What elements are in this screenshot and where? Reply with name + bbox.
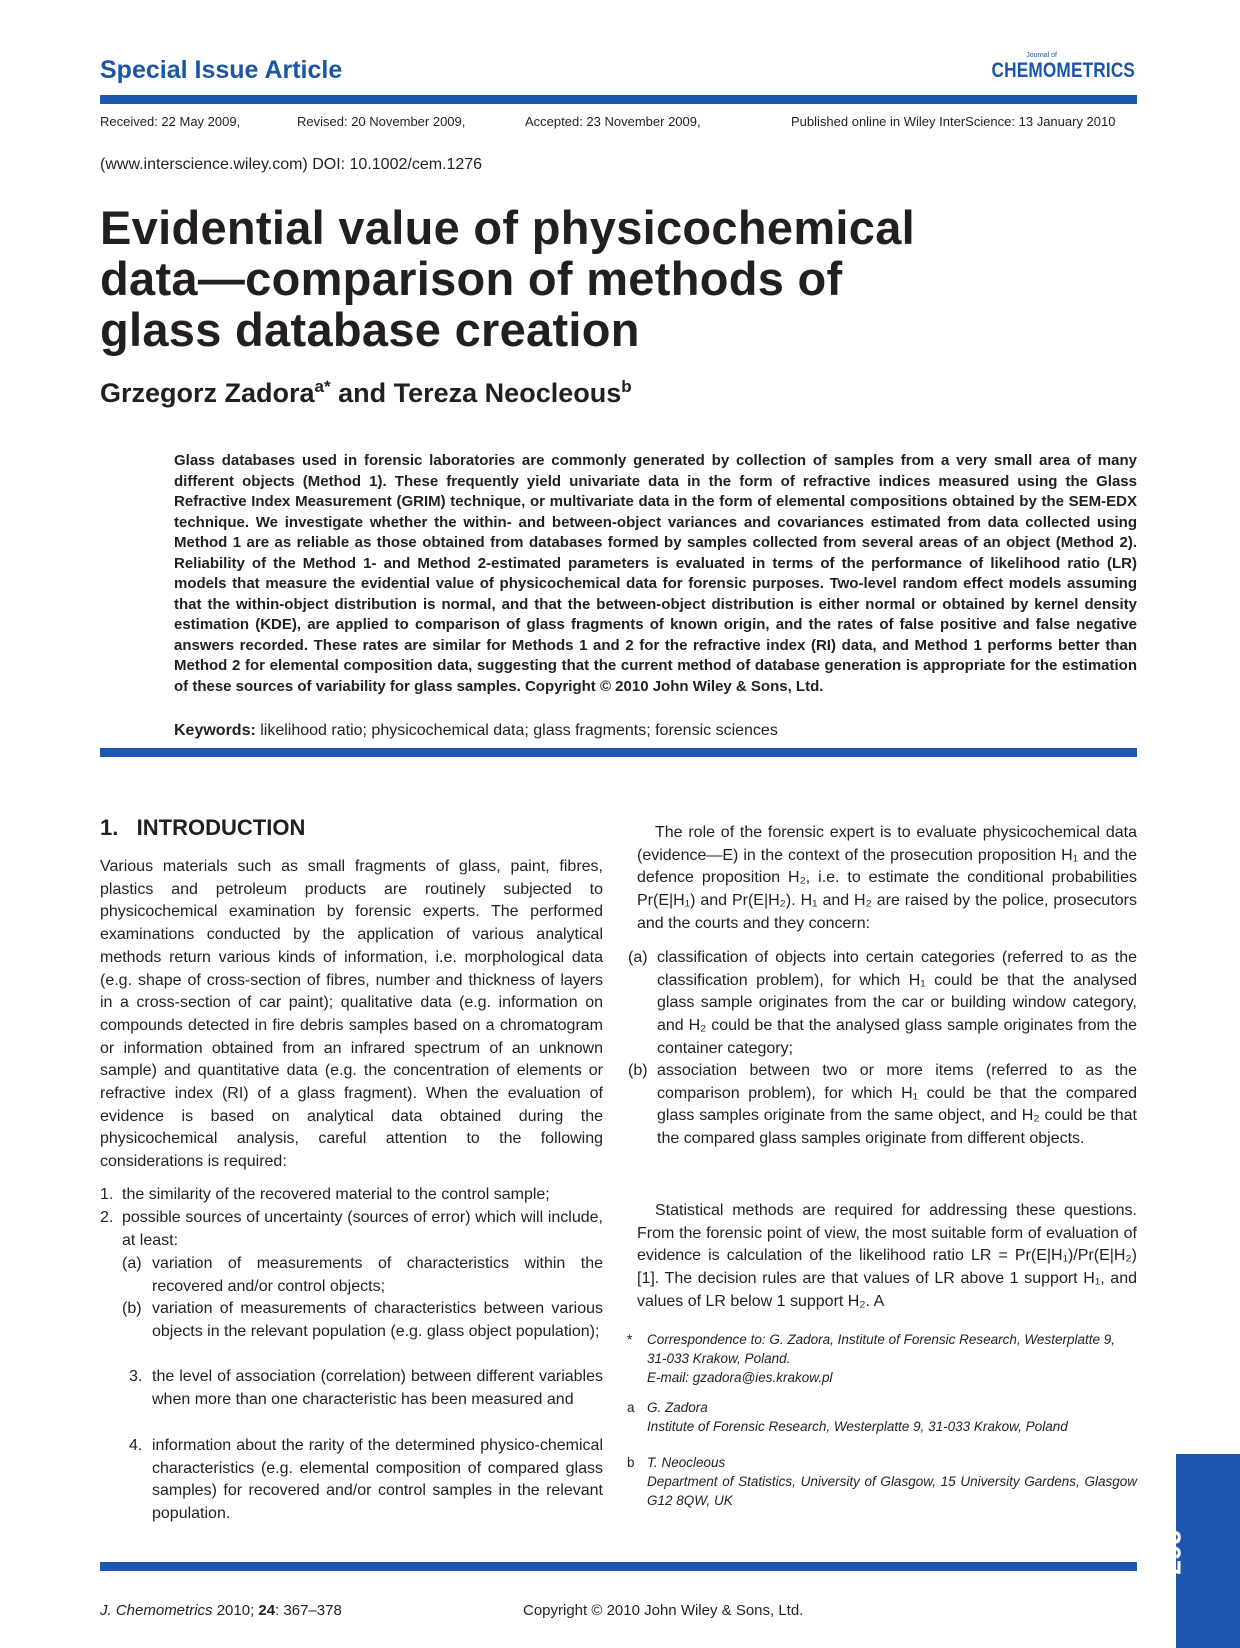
abstract-rule bbox=[100, 748, 1137, 757]
abstract: Glass databases used in forensic laboratories are commonly generated by collection of samples from a very small area of many different objects (Method 1). These frequently yield univariate data in the form of refractive indices measured using the Glass Refractive Index Measurement (GRIM) technique, or multivariate data in the form of elemental compositions obtained by the SEM-EDX technique. We investigate whether the within- and between-object variances and covariances estimated from data collected using Method 1 are as reliable as those obtained from databases formed by samples collected from several areas of an object (Method 2). Reliability of the Method 1- and Method 2-estimated parameters is evaluated in terms of the performance of likelihood ratio (LR) models that measure the evidential value of physicochemical data for forensic purposes. Two-level random effect models assuming that the within-object distribution is normal, and that the between-object distribution is either normal or obtained by kernel density estimation (KDE), are applied to comparison of glass fragments of known origin, and the rates of false positive and false negative answers recorded. These rates are similar for Methods 1 and 2 for the refractive index (RI) data, and Method 1 performs better than Method 2 for elemental composition data, suggesting that the current method of database generation is appropriate for the estimation of these sources of variability for glass samples. Copyright © 2010 John Wiley & Sons, Ltd. bbox=[174, 452, 1137, 695]
journal-logo-title: CHEMOMETRICS bbox=[991, 59, 1135, 82]
footnote-mark: b bbox=[627, 1455, 635, 1470]
list-item-number: 3. bbox=[129, 1368, 143, 1385]
section-label: Special Issue Article bbox=[100, 56, 343, 84]
title-line-2: data—comparison of methods of bbox=[100, 252, 843, 305]
journal-logo-small: Journal of bbox=[1026, 52, 1057, 59]
author-list bbox=[100, 377, 632, 409]
citation-volume: 24 bbox=[258, 1602, 276, 1619]
footnote-mark: a bbox=[627, 1400, 635, 1415]
list-item-number: 1. bbox=[100, 1186, 114, 1203]
list-item-number: (b) bbox=[122, 1300, 142, 1317]
author-name: Tereza Neocleous bbox=[393, 378, 622, 408]
header-rule bbox=[100, 95, 1137, 104]
list-item-number: 4. bbox=[129, 1437, 143, 1454]
page-number: 367 bbox=[1156, 1530, 1186, 1576]
footnote-affiliation: Department of Statistics, University of Glasgow, 15 University Gardens, Glasgow G12 8QW, UK bbox=[647, 1474, 1137, 1508]
footer-copyright: Copyright © 2010 John Wiley & Sons, Ltd. bbox=[523, 1602, 804, 1619]
author-affiliation-mark: a* bbox=[314, 377, 331, 396]
intro-paragraph: Various materials such as small fragments of glass, paint, fibres, plastics and petroleum products are routinely subjected to physicochemical examination by forensic experts. The performed examinations conducted by the application of various analytical methods return various kinds of information, i.e. morphological data (e.g. shape of cross-section of fibres, number and thickness of layers in a cross-section of car paint); qualitative data (e.g. information on compounds detected in fire debris samples based on a chromatogram or information obtained from an infrared spectrum of an unknown sample) and quantitative data (e.g. the concentration of elements or refractive index (RI) of a glass fragment). When the evaluation of evidence is based on analytical data obtained during the physicochemical analysis, careful attention to the following considerations is required: bbox=[100, 858, 603, 1171]
keywords-label: Keywords: bbox=[174, 722, 256, 739]
list-item-text: the similarity of the recovered material to the control sample; bbox=[122, 1186, 550, 1203]
revised-date: Revised: 20 November 2009, bbox=[297, 114, 466, 129]
citation-year: 2010; bbox=[212, 1602, 259, 1619]
accepted-date: Accepted: 23 November 2009, bbox=[525, 114, 701, 129]
list-item-text: association between two or more items (referred to as the comparison problem), for which H₁ could be that the compared glass samples originate from the same object, and H₂ could be that the compared glass samples originate from different objects. bbox=[657, 1062, 1137, 1148]
title-line-1: Evidential value of physicochemical bbox=[100, 201, 916, 254]
footnote-text: Correspondence to: G. Zadora, Institute of Forensic Research, Westerplatte 9, 31-033 Krakow, Poland. bbox=[647, 1332, 1115, 1366]
list-item-text: classification of objects into certain categories (referred to as the classification problem), for which H₁ could be that the analysed glass sample originates from the car or building window category, and H₂ could be that the analysed glass sample originates from the container category; bbox=[657, 949, 1137, 1057]
body-paragraph: The role of the forensic expert is to evaluate physicochemical data (evidence—E) in the context of the prosecution proposition H₁ and the defence proposition H₂, i.e. to estimate the conditional probabilities Pr(E|H₁) and Pr(E|H₂). H₁ and H₂ are raised by the police, prosecutors and the courts and they concern: bbox=[637, 824, 1137, 932]
list-item-text: variation of measurements of characteristics within the recovered and/or control objects; bbox=[152, 1255, 603, 1295]
citation-journal: J. Chemometrics bbox=[100, 1602, 213, 1619]
list-item-number: (a) bbox=[628, 949, 648, 966]
list-item-number: (b) bbox=[628, 1062, 648, 1079]
author-separator: and bbox=[330, 378, 394, 408]
list-item-text: information about the rarity of the determined physico-chemical characteristics (e.g. elemental composition of compared glass samples) for recovered and/or control samples in the relevant population. bbox=[152, 1437, 603, 1523]
footnote-affiliation-b bbox=[627, 1453, 1137, 1510]
published-date: Published online in Wiley InterScience: 13 January 2010 bbox=[791, 114, 1116, 129]
list-item-number: 2. bbox=[100, 1209, 114, 1226]
doi-line[interactable]: (www.interscience.wiley.com) DOI: 10.1002/cem.1276 bbox=[100, 156, 483, 173]
keywords-list: likelihood ratio; physicochemical data; glass fragments; forensic sciences bbox=[255, 722, 778, 739]
section-heading: 1. INTRODUCTION bbox=[100, 815, 306, 840]
author-name: Grzegorz Zadora bbox=[100, 378, 315, 408]
journal-logo bbox=[985, 52, 1135, 86]
citation bbox=[100, 1602, 342, 1619]
footnote-affiliation-a bbox=[627, 1398, 1137, 1436]
footnote-name: T. Neocleous bbox=[647, 1455, 726, 1470]
title-line-3: glass database creation bbox=[100, 303, 640, 356]
footnote-affiliation: Institute of Forensic Research, Westerplatte 9, 31-033 Krakow, Poland bbox=[647, 1419, 1068, 1434]
footnote-name: G. Zadora bbox=[647, 1400, 708, 1415]
list-item-text: variation of measurements of characteristics between various objects in the relevant population (e.g. glass object population); bbox=[152, 1300, 603, 1340]
author-affiliation-mark: b bbox=[621, 377, 632, 396]
footer-rule bbox=[100, 1562, 1137, 1571]
body-paragraph: Statistical methods are required for addressing these questions. From the forensic point of view, the most suitable form of evaluation of evidence is calculation of the likelihood ratio LR = Pr(E|H₁)/Pr(E|H₂) [1]. The decision rules are that values of LR above 1 support H₁, and values of LR below 1 support H₂. A bbox=[637, 1202, 1137, 1310]
citation-pages: : 367–378 bbox=[275, 1602, 342, 1619]
received-date: Received: 22 May 2009, bbox=[100, 114, 241, 129]
keywords bbox=[174, 722, 1137, 740]
footnote-correspondence bbox=[627, 1330, 1137, 1387]
list-item-text: the level of association (correlation) between different variables when more than one characteristic has been measured and bbox=[152, 1368, 603, 1408]
footnote-email[interactable]: E-mail: gzadora@ies.krakow.pl bbox=[647, 1370, 833, 1385]
list-item-text: possible sources of uncertainty (sources of error) which will include, at least: bbox=[122, 1209, 603, 1249]
article-title bbox=[100, 202, 1000, 355]
footnote-mark: * bbox=[627, 1332, 633, 1347]
list-item-number: (a) bbox=[122, 1255, 142, 1272]
